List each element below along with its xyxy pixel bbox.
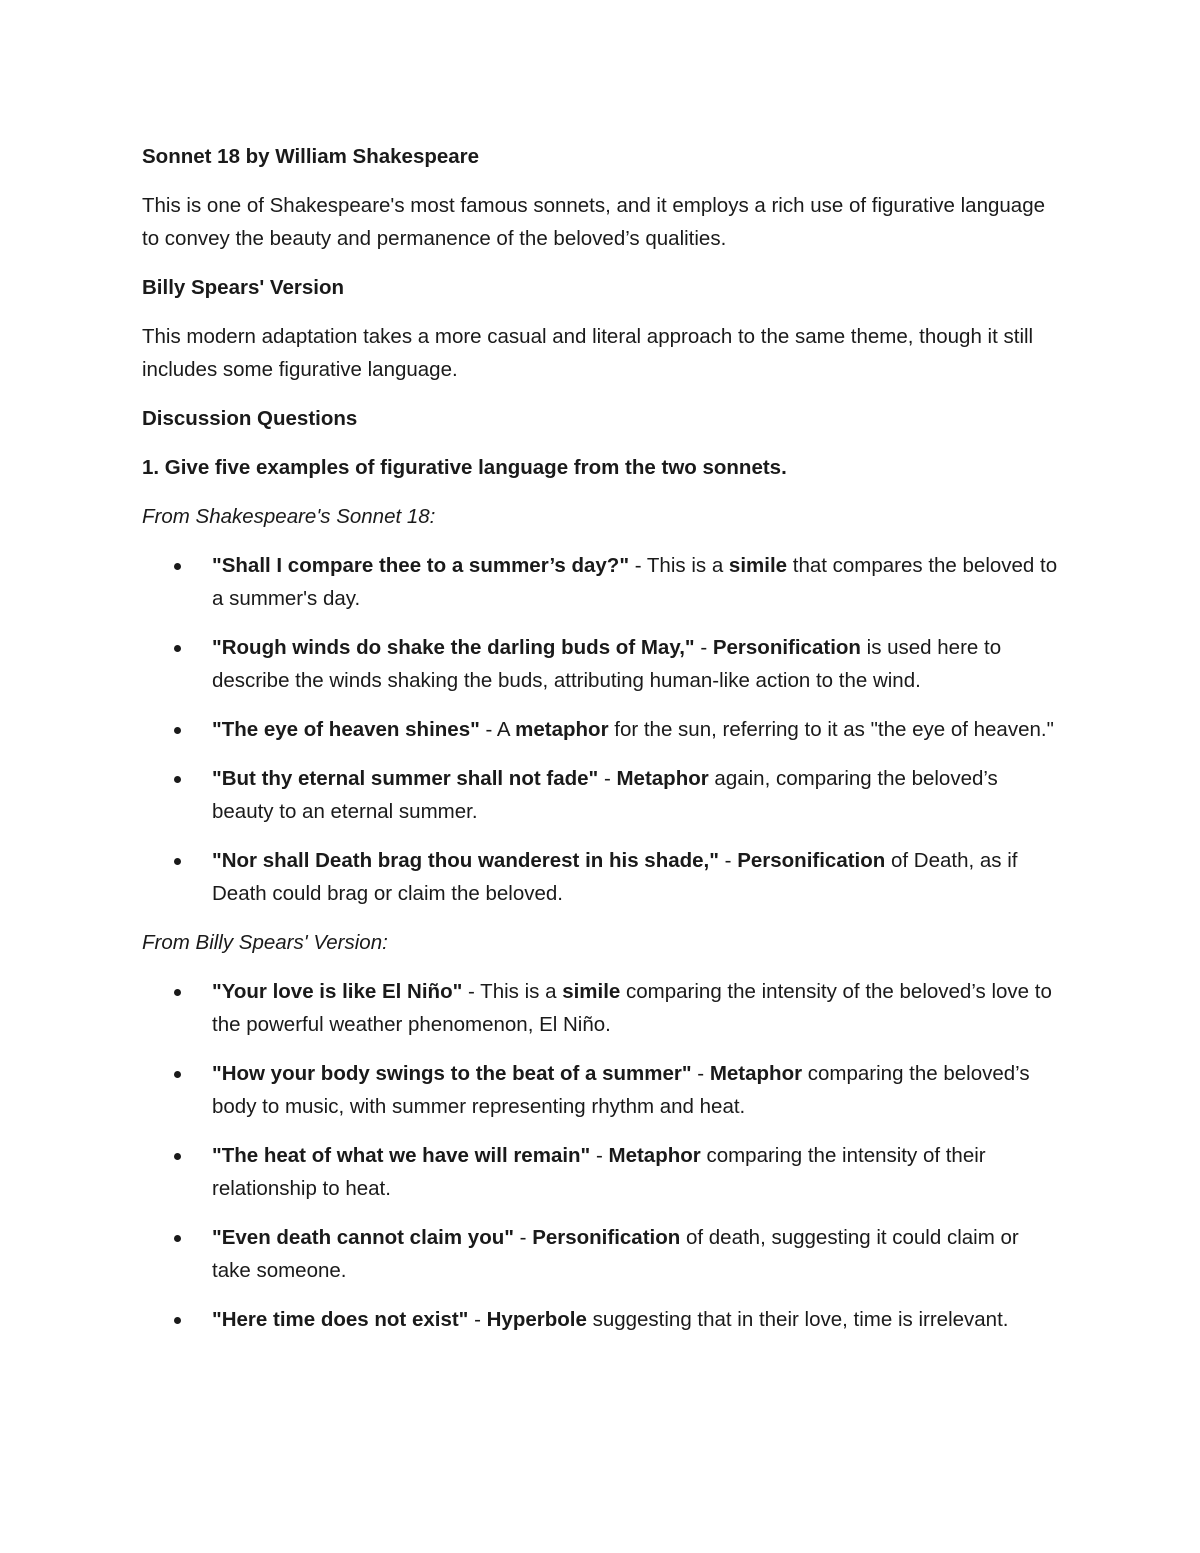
question-1: 1. Give five examples of figurative language from the two sonnets.	[142, 456, 787, 479]
intro-paragraph: This is one of Shakespeare's most famous sonnets, and it employs a rich use of figurative language to convey the beauty and permanence of the beloved’s qualities.	[142, 194, 1045, 250]
bullet-icon	[174, 1317, 181, 1324]
billy-subheading: From Billy Spears' Version:	[142, 931, 388, 954]
item-post: suggesting that in their love, time is irrelevant.	[586, 1308, 1009, 1331]
list-item	[142, 1221, 1062, 1287]
bullet-icon	[174, 563, 181, 570]
item-term: Personification	[737, 849, 886, 872]
list-item	[142, 762, 1062, 828]
item-post: comparing the intensity of their relationship to heat.	[212, 1144, 986, 1200]
item-pre: -	[691, 1062, 710, 1085]
item-post: of death, suggesting it could claim or take someone.	[212, 1226, 1019, 1282]
billy-intro-paragraph: This modern adaptation takes a more casual and literal approach to the same theme, though it still includes some figurative language.	[142, 325, 1034, 381]
shakespeare-list	[142, 549, 1062, 910]
bullet-icon	[174, 1235, 181, 1242]
item-quote: "But thy eternal summer shall not fade"	[212, 767, 599, 790]
item-pre: - This is a	[629, 554, 729, 577]
item-quote: "Your love is like El Niño"	[212, 980, 463, 1003]
item-term: Hyperbole	[486, 1308, 587, 1331]
list-item	[142, 1057, 1062, 1123]
item-term: simile	[728, 554, 788, 577]
item-quote: "Shall I compare thee to a summer’s day?"	[212, 554, 630, 577]
bullet-icon	[174, 1153, 181, 1160]
document-page	[142, 140, 1062, 1352]
document-title: Sonnet 18 by William Shakespeare	[142, 145, 480, 168]
item-quote: "Even death cannot claim you"	[212, 1226, 514, 1249]
item-quote: "The eye of heaven shines"	[212, 718, 480, 741]
item-pre: -	[598, 767, 617, 790]
list-item	[142, 631, 1062, 697]
list-item	[142, 549, 1062, 615]
item-post: again, comparing the beloved’s beauty to an eternal summer.	[212, 767, 998, 823]
item-pre: -	[513, 1226, 533, 1249]
billy-list	[142, 975, 1062, 1336]
item-term: simile	[562, 980, 621, 1003]
item-pre: -	[590, 1144, 609, 1167]
list-item	[142, 1139, 1062, 1205]
item-pre: -	[468, 1308, 487, 1331]
item-term: Metaphor	[709, 1062, 803, 1085]
item-post: is used here to describe the winds shaking the buds, attributing human-like action to the wind.	[212, 636, 1002, 692]
item-post: comparing the intensity of the beloved’s love to the powerful weather phenomenon, El Niño.	[212, 980, 1052, 1036]
discussion-heading: Discussion Questions	[142, 407, 358, 430]
billy-heading: Billy Spears' Version	[142, 276, 344, 299]
item-term: Metaphor	[608, 1144, 701, 1167]
item-pre: - This is a	[462, 980, 563, 1003]
list-item	[142, 975, 1062, 1041]
item-term: Metaphor	[616, 767, 709, 790]
item-post: of Death, as if Death could brag or claim the beloved.	[212, 849, 1018, 905]
shakespeare-subheading: From Shakespeare's Sonnet 18:	[142, 505, 436, 528]
list-item	[142, 713, 1062, 746]
item-post: comparing the beloved’s body to music, with summer representing rhythm and heat.	[212, 1062, 1030, 1118]
bullet-icon	[174, 645, 181, 652]
item-pre: -	[694, 636, 713, 659]
item-term: metaphor	[515, 718, 609, 741]
item-quote: "Here time does not exist"	[212, 1308, 469, 1331]
item-quote: "The heat of what we have will remain"	[212, 1144, 591, 1167]
item-post: for the sun, referring to it as "the eye of heaven."	[608, 718, 1054, 741]
item-pre: - A	[479, 718, 516, 741]
item-term: Personification	[532, 1226, 681, 1249]
item-quote: "How your body swings to the beat of a summer"	[212, 1062, 692, 1085]
bullet-icon	[174, 1071, 181, 1078]
bullet-icon	[174, 776, 181, 783]
list-item	[142, 844, 1062, 910]
item-post: that compares the beloved to a summer's day.	[212, 554, 1058, 610]
bullet-icon	[174, 858, 181, 865]
item-quote: "Rough winds do shake the darling buds of May,"	[212, 636, 695, 659]
item-pre: -	[718, 849, 738, 872]
bullet-icon	[174, 989, 181, 996]
item-term: Personification	[712, 636, 861, 659]
list-item	[142, 1303, 1062, 1336]
bullet-icon	[174, 727, 181, 734]
item-quote: "Nor shall Death brag thou wanderest in his shade,"	[212, 849, 719, 872]
